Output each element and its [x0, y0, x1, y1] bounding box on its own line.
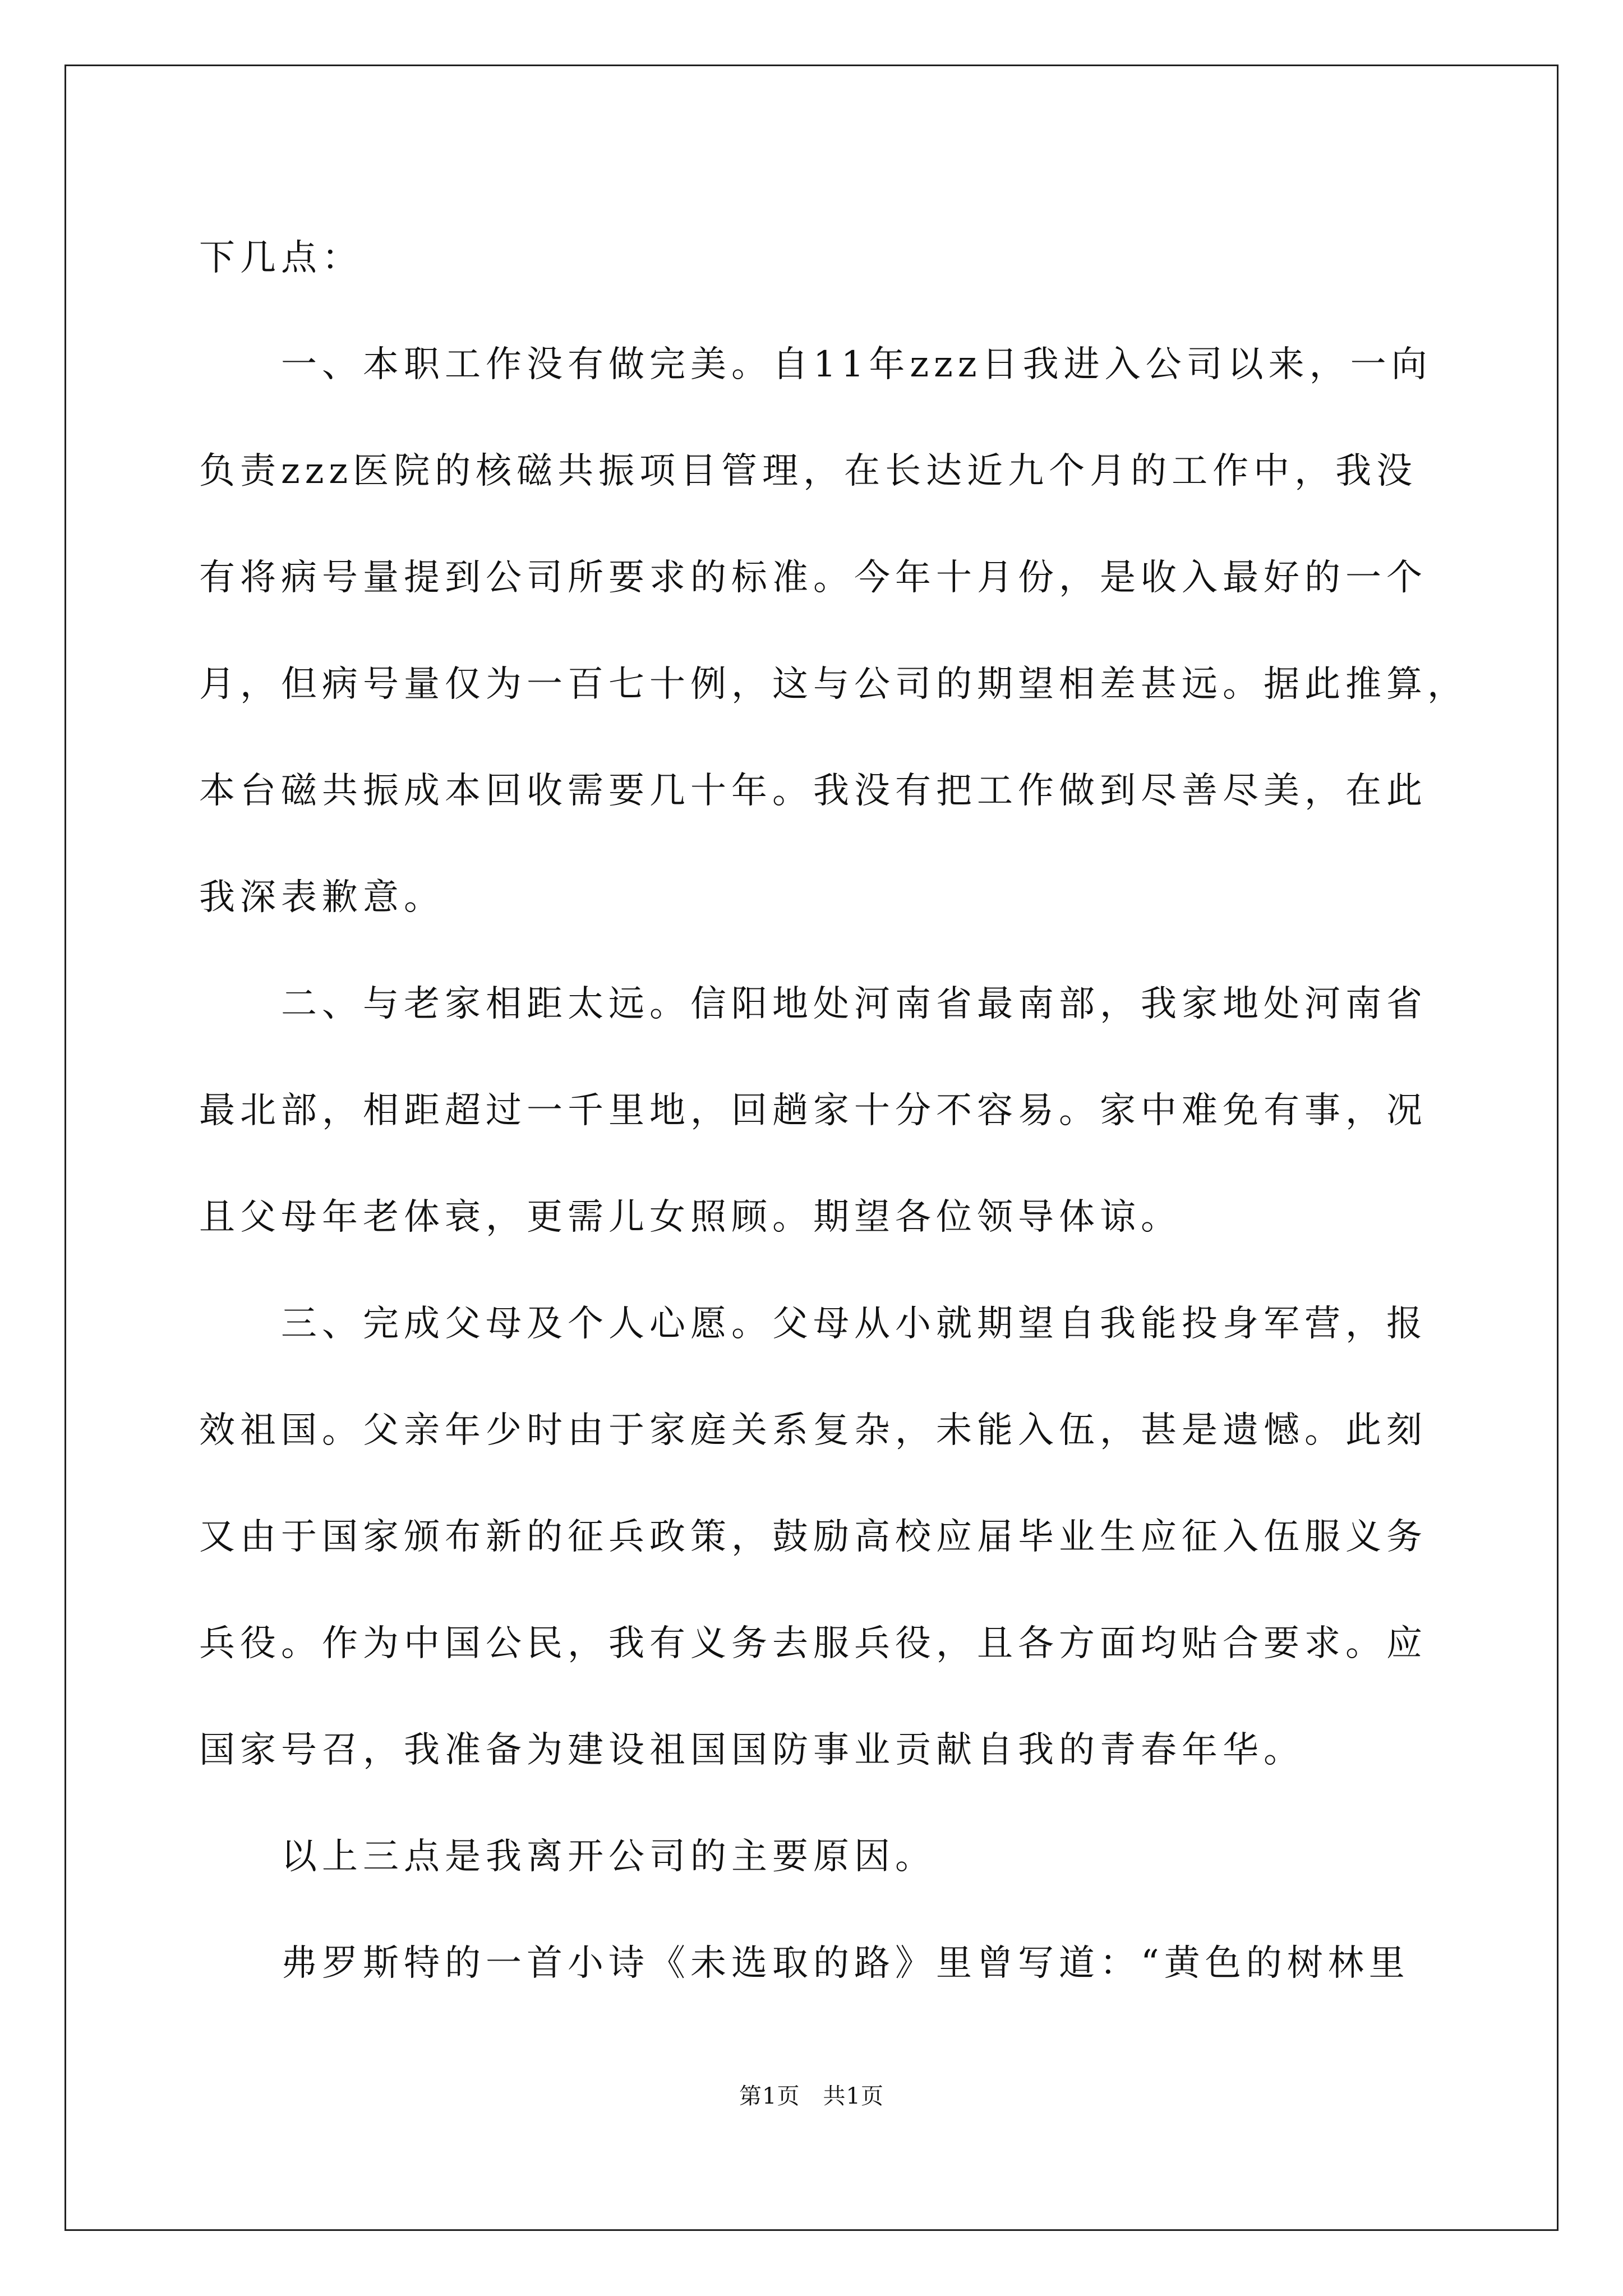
text-line: 本台磁共振成本回收需要几十年。我没有把工作做到尽善尽美，在此: [199, 770, 1427, 812]
text-line: 又由于国家颁布新的征兵政策，鼓励高校应届毕业生应征入伍服义务: [199, 1516, 1427, 1558]
text-line: 效祖国。父亲年少时由于家庭关系复杂，未能入伍，甚是遗憾。此刻: [199, 1410, 1427, 1451]
text-line: 兵役。作为中国公民，我有义务去服兵役，且各方面均贴合要求。应: [199, 1623, 1427, 1664]
document-body: [199, 205, 1468, 2017]
text-line: 弗罗斯特的一首小诗《未选取的路》里曾写道：“黄色的树林里: [281, 1943, 1410, 1984]
page-footer: 第1页 共1页: [739, 2083, 884, 2109]
text-line: 月，但病号量仅为一百七十例，这与公司的期望相差甚远。据此推算，: [199, 664, 1468, 705]
text-line: 三、完成父母及个人心愿。父母从小就期望自我能投身军营，报: [281, 1303, 1427, 1345]
text-line: 一、本职工作没有做完美。自11年zzz日我进入公司以来，一向: [281, 344, 1432, 385]
text-line: 最北部，相距超过一千里地，回趟家十分不容易。家中难免有事，况: [199, 1090, 1427, 1131]
text-line: 国家号召，我准备为建设祖国国防事业贡献自我的青春年华。: [199, 1729, 1304, 1771]
text-line: 以上三点是我离开公司的主要原因。: [281, 1836, 936, 1878]
text-line: 有将病号量提到公司所要求的标准。今年十月份，是收入最好的一个: [199, 557, 1427, 599]
text-line: 且父母年老体衰，更需儿女照顾。期望各位领导体谅。: [199, 1197, 1182, 1238]
text-line: 二、与老家相距太远。信阳地处河南省最南部，我家地处河南省: [281, 983, 1427, 1025]
text-line: 下几点：: [199, 237, 363, 279]
text-line: 我深表歉意。: [199, 877, 445, 918]
text-line: 负责zzz医院的核磁共振项目管理，在长达近九个月的工作中，我没: [199, 450, 1418, 492]
